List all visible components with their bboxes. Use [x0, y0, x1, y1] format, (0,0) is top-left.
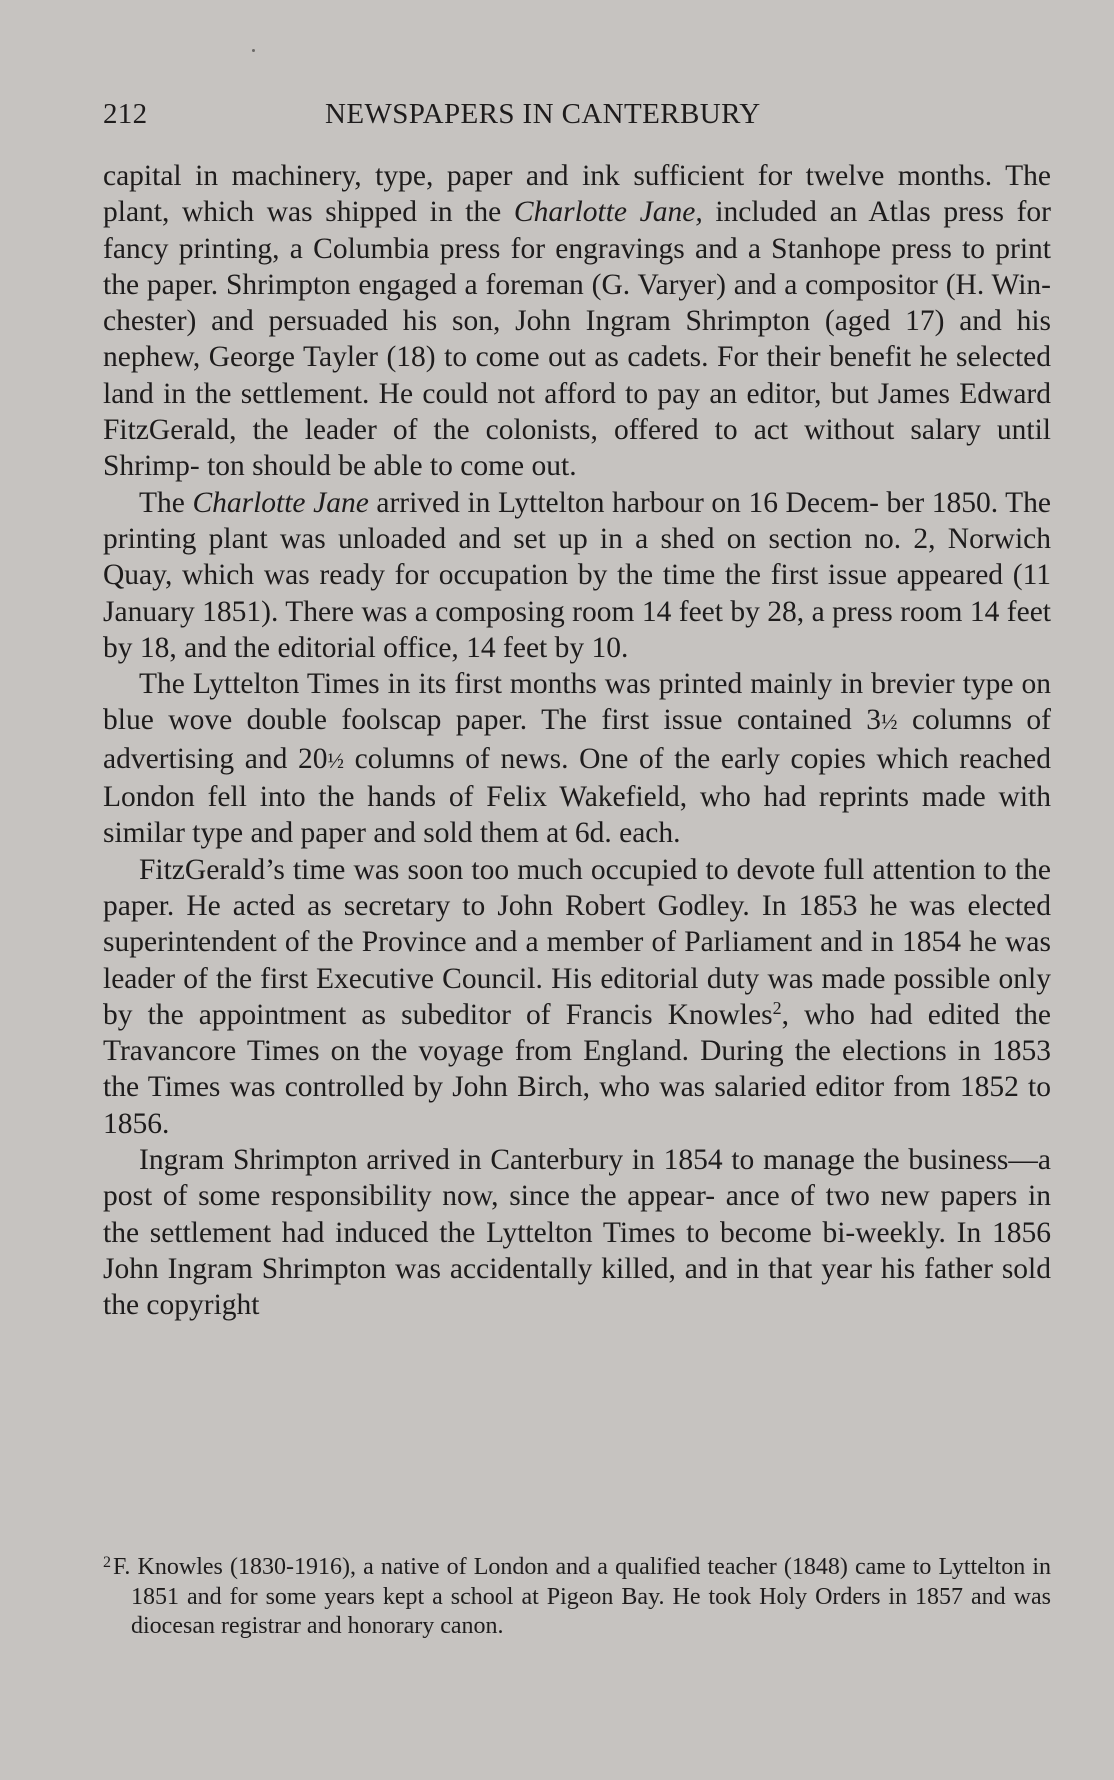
paragraph-1 [103, 158, 1051, 485]
footnote-text: F. Knowles (1830-1916), a native of London and a qualified teacher (1848) came to Lyttelton in 1851 and for some years kept a school at Pigeon Bay. He took Holy Orders in 1857 and was diocesan registrar and honorary canon. [113, 1554, 1051, 1639]
fraction-half: ½ [880, 709, 898, 735]
paragraph-4 [103, 852, 1051, 1142]
paragraph-1-part-1: capital in machinery, type, paper and ink sufficient for twelve months. The plant, which was shipped in the [103, 160, 1051, 229]
ship-name: Charlotte Jane, [513, 196, 703, 229]
footnote-reference[interactable]: 2 [772, 997, 782, 1018]
paragraph-2-part-1: The [139, 486, 193, 519]
page-header [103, 96, 1051, 136]
paragraph-1-part-2: included an Atlas press for fancy printing, a Columbia press for engravings and a Stanhope press to print the paper. Shrimpton engaged a foreman (G. Varyer) and a compositor (H. Win- chester) and persuaded his son, John Ingram Shrimpton (aged 17) and his nephew, George Tayler (18) to come out as cadets. For their benefit he selected land in the settlement. He could not afford to pay an editor, but James Edward FitzGerald, the leader of the colonists, offered to act without salary until Shrimp- ton should be able to come out. [103, 196, 1051, 483]
paragraph-3-part-1: The Lyttelton Times in its first months was printed mainly in brevier type on blue wove double foolscap paper. The first issue contained 3 [103, 668, 1051, 737]
footnote [103, 1548, 1051, 1642]
body-text [103, 158, 1051, 1324]
paragraph-4-part-1: FitzGerald’s time was soon too much occupied to devote full attention to the paper. He acted as secretary to John Robert Godley. In 1853 he was elected superintendent of the Province and a member of Parliament and in 1854 he was leader of the first Executive Council. His editorial duty was made possible only by the appointment as subeditor of Francis Knowles [103, 853, 1051, 1031]
running-title: NEWSPAPERS IN CANTERBURY [325, 98, 761, 130]
paragraph-3-part-3: columns of news. One of the early copies which reached London fell into the hands of Felix Wakefield, who had reprints made with similar type and paper and sold them at 6d. each. [103, 742, 1051, 850]
paragraph-2 [103, 485, 1051, 666]
paragraph-4-part-2: , who had edited the Travancore Times on the voyage from England. During the elections in 1853 the Times was controlled by John Birch, who was salaried editor from 1852 to 1856. [103, 998, 1051, 1140]
paragraph-5: Ingram Shrimpton arrived in Canterbury in 1854 to manage the business—a post of some responsibility now, since the appear- ance of two new papers in the settlement had induced the Lyttelton Times to become bi-weekly. In 1856 John Ingram Shrimpton was accidentally killed, and in that year his father sold the copyright [103, 1144, 1051, 1322]
page-number: 212 [103, 98, 148, 130]
paper-speck [252, 49, 255, 52]
paragraph-3 [103, 666, 1051, 851]
ship-name: Charlotte Jane [192, 486, 369, 519]
paragraph-2-part-2: arrived in Lyttelton harbour on 16 Decem- ber 1850. The printing plant was unloaded and set up in a shed on section no. 2, Norwich Quay, which was ready for occupation by the time the first issue appeared (11 January 1851). There was a composing room 14 feet by 28, a press room 14 feet by 18, and the editorial office, 14 feet by 10. [103, 486, 1051, 664]
paragraph-3-part-2: columns of advertising and 20 [103, 704, 1051, 775]
fraction-half: ½ [327, 747, 344, 773]
footnote-marker: 2 [103, 1554, 111, 1571]
